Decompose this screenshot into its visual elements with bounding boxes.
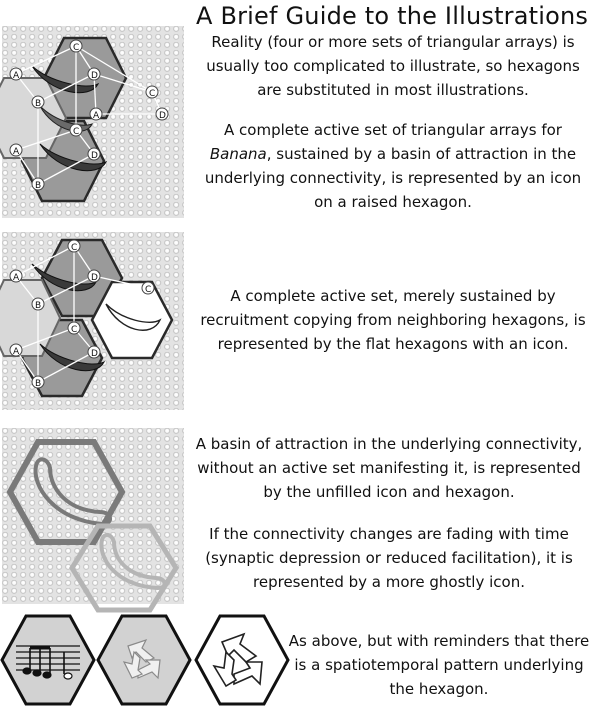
flat-hexagon-paragraph: A complete active set, merely sustained by recruitment copying from neighboring hexagons, is represented by the flat hexagons with an icon. [200,287,586,353]
page-title: A Brief Guide to the Illustrations [196,2,589,30]
ghostly-icon-paragraph: If the connectivity changes are fading with time (synaptic depression or reduced facilitation), it is represented by a more ghostly icon. [205,525,573,591]
outlined-hexagon [196,616,288,704]
svg-text:B: B [35,181,42,191]
svg-text:A: A [13,147,20,157]
svg-text:A: A [93,111,100,121]
intro-paragraph: Reality (four or more sets of triangular arrays) is usually too complicated to illustrate, so hexagons are substituted in most illustrations. [206,33,580,99]
svg-text:D: D [159,111,166,121]
svg-text:A: A [13,347,20,357]
triangular-arrays-diagram [2,232,184,410]
svg-text:C: C [71,325,78,335]
unfilled-hexagons-diagram [2,428,184,604]
svg-text:D: D [91,151,98,161]
unfilled-hexagons-illustration [2,428,184,604]
svg-text:C: C [145,285,152,295]
svg-text:C: C [73,43,80,53]
unfilled-hexagon-paragraph: A basin of attraction in the underlying connectivity, without an active set manifesting it, is represented by the unfilled icon and hexagon. [195,435,583,501]
svg-text:D: D [91,349,98,359]
svg-text:B: B [35,301,42,311]
svg-text:D: D [91,273,98,283]
flat-hexagons-illustration [2,232,184,410]
banana-icon [101,535,164,588]
svg-text:A: A [13,71,20,81]
spatiotemporal-paragraph: As above, but with reminders that there is a spatiotemporal pattern underlying the hexagon. [288,632,590,698]
music-hexagon [2,616,94,704]
svg-text:C: C [149,89,156,99]
raised-hexagon-paragraph: A complete active set of triangular arrays for Banana, sustained by a basin of attraction in the underlying connectivity, is represented by an icon on a raised hexagon. [204,121,582,211]
svg-text:B: B [35,99,42,109]
raised-hexagons-illustration [2,26,184,218]
svg-text:B: B [35,379,42,389]
svg-text:A: A [13,273,20,283]
triangular-arrays-diagram [2,26,184,218]
svg-text:C: C [71,243,78,253]
banana-icon [36,459,111,524]
svg-text:D: D [91,71,98,81]
spatiotemporal-icons [0,612,290,708]
svg-text:C: C [73,127,80,137]
